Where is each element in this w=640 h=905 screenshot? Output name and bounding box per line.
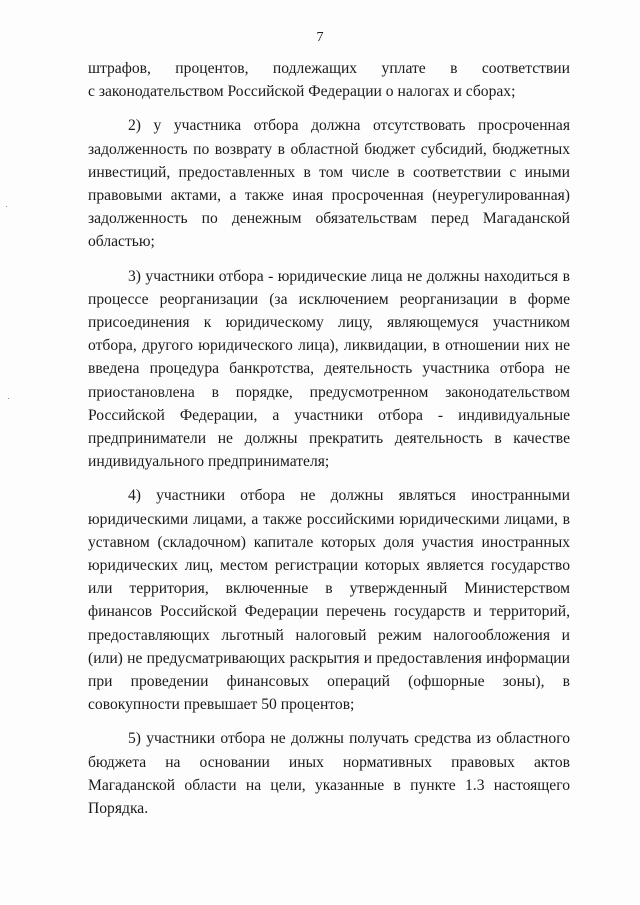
paragraph-line: штрафов, процентов, подлежащих уплате в соответствии xyxy=(88,60,570,77)
paragraph-item-2: 2) у участника отбора должна отсутствовать просроченная задолженность по возврату в областной бюджет субсидий, бюджетных инвестиций, предоставленных в том числе в соответствии с иными правовыми актами, а также иная просроченная (неурегулированная) задолженность по денежным обязательствам перед Магаданской областью; xyxy=(88,117,570,251)
document-body xyxy=(88,57,570,831)
scan-speck xyxy=(6,206,7,207)
paragraph-item-4: 4) участники отбора не должны являться иностранными юридическими лицами, а также российскими юридическими лицами, в уставном (складочном) капитале которых доля участия иностранных юридических лиц, местом регистрации которых является государство или территория, включенные в утвержденный Министерством финансов Российской Федерации перечень государств и территорий, предоставляющих льготный налоговый режим налогообложения и (или) не предусматривающих раскрытия и предоставления информации при проведении финансовых операций (офшорные зоны), в совокупности превышает 50 процентов; xyxy=(88,487,570,714)
paragraph-item-5: 5) участники отбора не должны получать средства из областного бюджета на основании иных нормативных правовых актов Магаданской области на цели, указанные в пункте 1.3 настоящего Порядка. xyxy=(88,730,570,818)
paragraph-line: с законодательством Российской Федерации о налогах и сборах; xyxy=(88,83,516,101)
paragraph-continuation xyxy=(88,57,570,103)
paragraph-item-3: 3) участники отбора - юридические лица не должны находиться в процессе реорганизации (за исключением реорганизации в форме присоединения к юридическому лицу, являющемуся участником отбора, другого юридического лица), ликвидации, в отношении них не введена процедура банкротства, деятельность участника отбора не приостановлена в порядке, предусмотренном законодательством Российской Федерации, а участники отбора - индивидуальные предприниматели не должны прекратить деятельность в качестве индивидуального предпринимателя; xyxy=(88,267,570,471)
scan-speck xyxy=(8,398,9,399)
page-number: 7 xyxy=(316,30,324,45)
